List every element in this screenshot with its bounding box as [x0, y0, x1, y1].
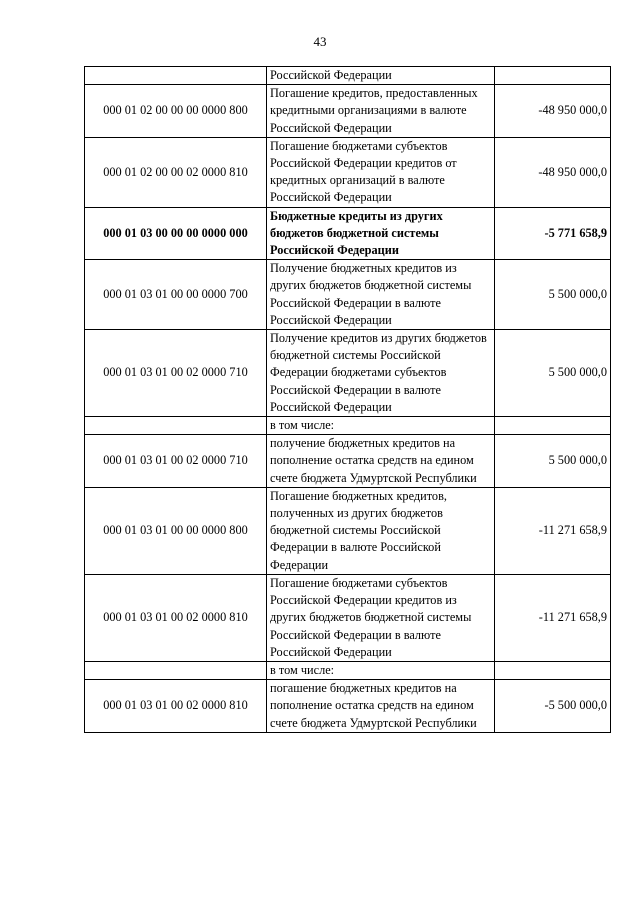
table-row	[85, 661, 611, 679]
row-amount: -5 500 000,0	[495, 680, 611, 733]
row-amount	[495, 417, 611, 435]
row-code	[85, 661, 267, 679]
row-description: в том числе:	[267, 417, 495, 435]
row-description: Погашение бюджетных кредитов, полученных из других бюджетов бюджетной системы Российской Федерации в валюте Российской Федерации	[267, 487, 495, 574]
table-row	[85, 435, 611, 488]
row-amount: 5 500 000,0	[495, 330, 611, 417]
table-row	[85, 137, 611, 207]
row-code	[85, 417, 267, 435]
row-code: 000 01 02 00 00 00 0000 800	[85, 85, 267, 138]
row-description: получение бюджетных кредитов на пополнение остатка средств на едином счете бюджета Удмуртской Республики	[267, 435, 495, 488]
table-row-heading	[85, 207, 611, 260]
row-description: Получение бюджетных кредитов из других бюджетов бюджетной системы Российской Федерации в валюте Российской Федерации	[267, 260, 495, 330]
row-code: 000 01 03 01 00 02 0000 710	[85, 330, 267, 417]
row-code: 000 01 03 00 00 00 0000 000	[85, 207, 267, 260]
table-row	[85, 85, 611, 138]
row-amount: -11 271 658,9	[495, 487, 611, 574]
row-code: 000 01 03 01 00 02 0000 710	[85, 435, 267, 488]
row-amount: 5 500 000,0	[495, 260, 611, 330]
row-description: Погашение бюджетами субъектов Российской Федерации кредитов из других бюджетов бюджетной системы Российской Федерации в валюте Российской Федерации	[267, 574, 495, 661]
row-code: 000 01 03 01 00 00 0000 800	[85, 487, 267, 574]
row-amount: -11 271 658,9	[495, 574, 611, 661]
row-code: 000 01 03 01 00 00 0000 700	[85, 260, 267, 330]
table-row	[85, 260, 611, 330]
table-row	[85, 487, 611, 574]
row-code	[85, 67, 267, 85]
table-row	[85, 330, 611, 417]
row-code: 000 01 03 01 00 02 0000 810	[85, 680, 267, 733]
row-description: Погашение кредитов, предоставленных кредитными организациями в валюте Российской Федерации	[267, 85, 495, 138]
page-number: 43	[313, 34, 327, 49]
table-row	[85, 67, 611, 85]
row-description: Бюджетные кредиты из других бюджетов бюджетной системы Российской Федерации	[267, 207, 495, 260]
row-amount	[495, 661, 611, 679]
budget-sources-table	[84, 66, 611, 733]
row-amount: -48 950 000,0	[495, 137, 611, 207]
row-description: в том числе:	[267, 661, 495, 679]
row-code: 000 01 03 01 00 02 0000 810	[85, 574, 267, 661]
table-row	[85, 574, 611, 661]
row-amount: 5 500 000,0	[495, 435, 611, 488]
table-row	[85, 417, 611, 435]
table-row	[85, 680, 611, 733]
row-amount: -5 771 658,9	[495, 207, 611, 260]
row-description: погашение бюджетных кредитов на пополнение остатка средств на едином счете бюджета Удмуртской Республики	[267, 680, 495, 733]
row-amount	[495, 67, 611, 85]
row-code: 000 01 02 00 00 02 0000 810	[85, 137, 267, 207]
row-description: Погашение бюджетами субъектов Российской Федерации кредитов от кредитных организаций в валюте Российской Федерации	[267, 137, 495, 207]
row-amount: -48 950 000,0	[495, 85, 611, 138]
row-description: Российской Федерации	[267, 67, 495, 85]
row-description: Получение кредитов из других бюджетов бюджетной системы Российской Федерации бюджетами субъектов Российской Федерации в валюте Российской Федерации	[267, 330, 495, 417]
